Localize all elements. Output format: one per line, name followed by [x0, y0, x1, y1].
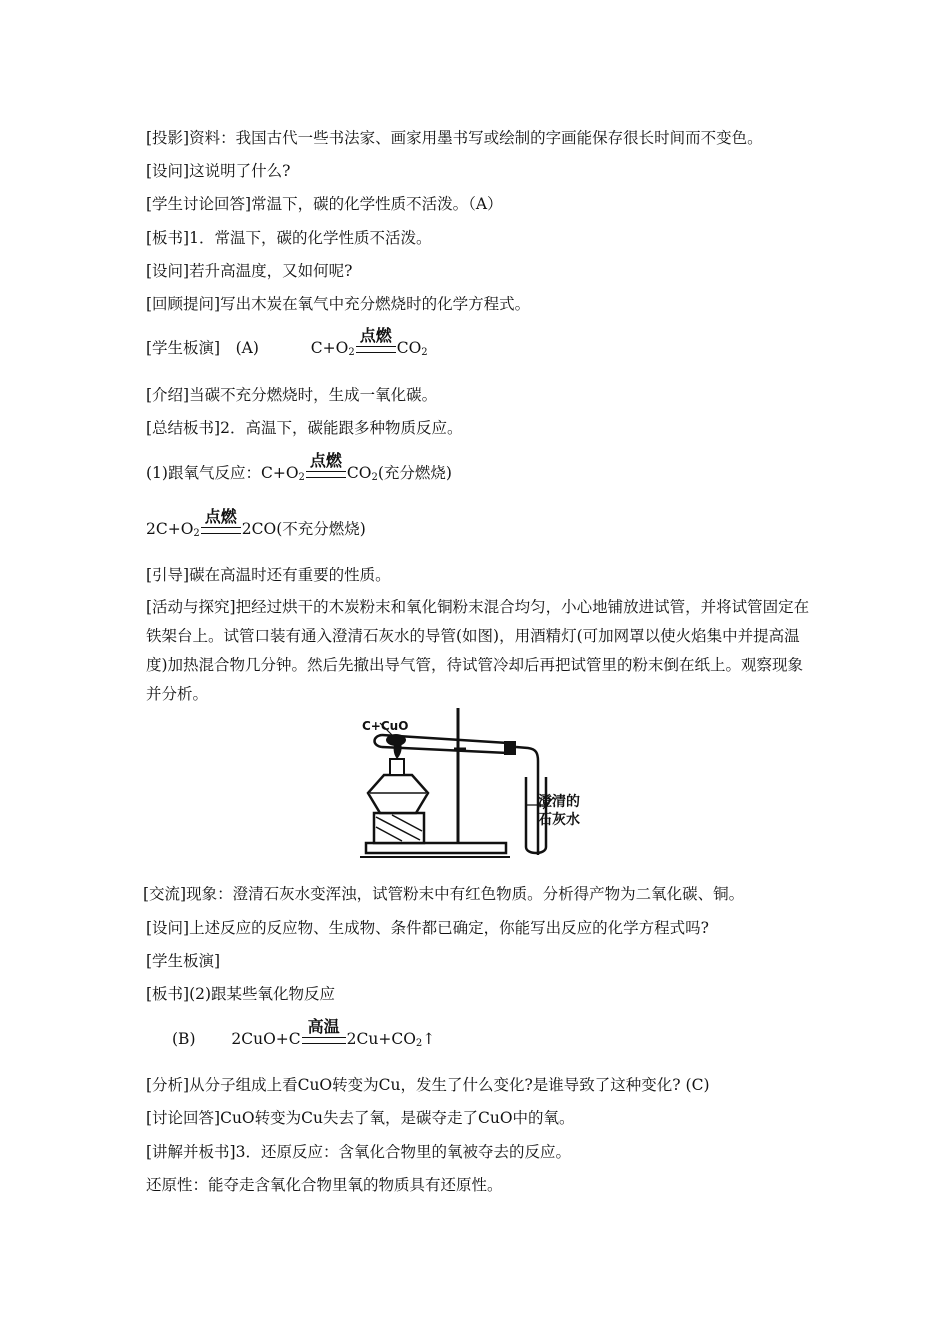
line-reducibility: 还原性：能夺走含氧化合物里氧的物质具有还原性。 [146, 1176, 503, 1194]
condition-label: 点燃 [359, 326, 392, 345]
line-question-1: [设问]这说明了什么? [146, 162, 291, 180]
line-explanation: [讲解并板书]3．还原反应：含氧化合物里的氧被夺去的反应。 [146, 1143, 571, 1161]
equation-carbon-full-combustion: $C+O_2$ 点燃 $CO_2$ [310, 326, 428, 358]
condition-label: 点燃 [309, 451, 342, 470]
line-student-board-2: [学生板演] [146, 952, 221, 970]
equation-full-combustion: $C+O_2$ 点燃 $CO_2$(充分燃烧) [260, 451, 452, 483]
line-question-2: [设问]若升高温度，又如何呢? [146, 262, 353, 280]
line-student-answer: [学生讨论回答]常温下，碳的化学性质不活泼。（A） [146, 195, 503, 213]
line-prefix: (1)跟氧气反应： [146, 464, 261, 482]
line-prefix: [学生板演] (A) [146, 339, 259, 357]
label-limewater-1: 澄清的 [538, 794, 580, 810]
line-intro: [介绍]当碳不充分燃烧时，生成一氧化碳。 [146, 386, 438, 404]
label-limewater-2: 石灰水 [538, 812, 580, 828]
line-board-2: [板书](2)跟某些氧化物反应 [146, 985, 336, 1003]
label-tube: C+CuO [362, 719, 409, 733]
line-prefix: (B) [172, 1030, 196, 1048]
paragraph-activity: [活动与探究]把经过烘干的木炭粉末和氧化铜粉末混合均匀，小心地铺放进试管，并将试管固定在铁架台上。试管口装有通入澄清石灰水的导管(如图)，用酒精灯(可加网罩以使火焰集中并提高温度)加热混合物几分钟。然后先撤出导气管，待试管冷却后再把试管里的粉末倒在纸上。观察现象并分析。 [146, 598, 810, 703]
line-analysis: [分析]从分子组成上看CuO转变为Cu，发生了什么变化?是谁导致了这种变化? (C) [146, 1076, 710, 1094]
line-summary: [总结板书]2．高温下，碳能跟多种物质反应。 [146, 419, 463, 437]
equation-incomplete-combustion: $2C+O_2$ 点燃 2CO(不充分燃烧) [146, 507, 366, 539]
line-oxygen-reaction [146, 451, 452, 488]
line-incomplete-combustion [146, 507, 366, 544]
line-student-board [146, 326, 428, 363]
line-discussion: [讨论回答]CuO转变为Cu失去了氧，是碳夺走了CuO中的氧。 [146, 1109, 575, 1127]
condition-label: 点燃 [204, 507, 237, 526]
line-board-1: [板书]1．常温下，碳的化学性质不活泼。 [146, 229, 432, 247]
line-guide: [引导]碳在高温时还有重要的性质。 [146, 566, 391, 584]
apparatus-figure [358, 705, 590, 863]
condition-label: 高温 [307, 1017, 340, 1036]
line-copper-reduction [172, 1017, 436, 1054]
line-question-3: [设问]上述反应的反应物、生成物、条件都已确定，你能写出反应的化学方程式吗? [146, 919, 709, 937]
line-exchange: [交流]现象：澄清石灰水变浑浊，试管粉末中有红色物质。分析得产物为二氧化碳、铜。 [143, 885, 745, 903]
line-review: [回顾提问]写出木炭在氧气中充分燃烧时的化学方程式。 [146, 295, 531, 313]
equation-copper-reduction: 2CuO+C 高温 $2Cu+CO_2↑$ [231, 1017, 436, 1049]
line-projection: [投影]资料：我国古代一些书法家、画家用墨书写或绘制的字画能保存很长时间而不变色。 [146, 129, 763, 147]
